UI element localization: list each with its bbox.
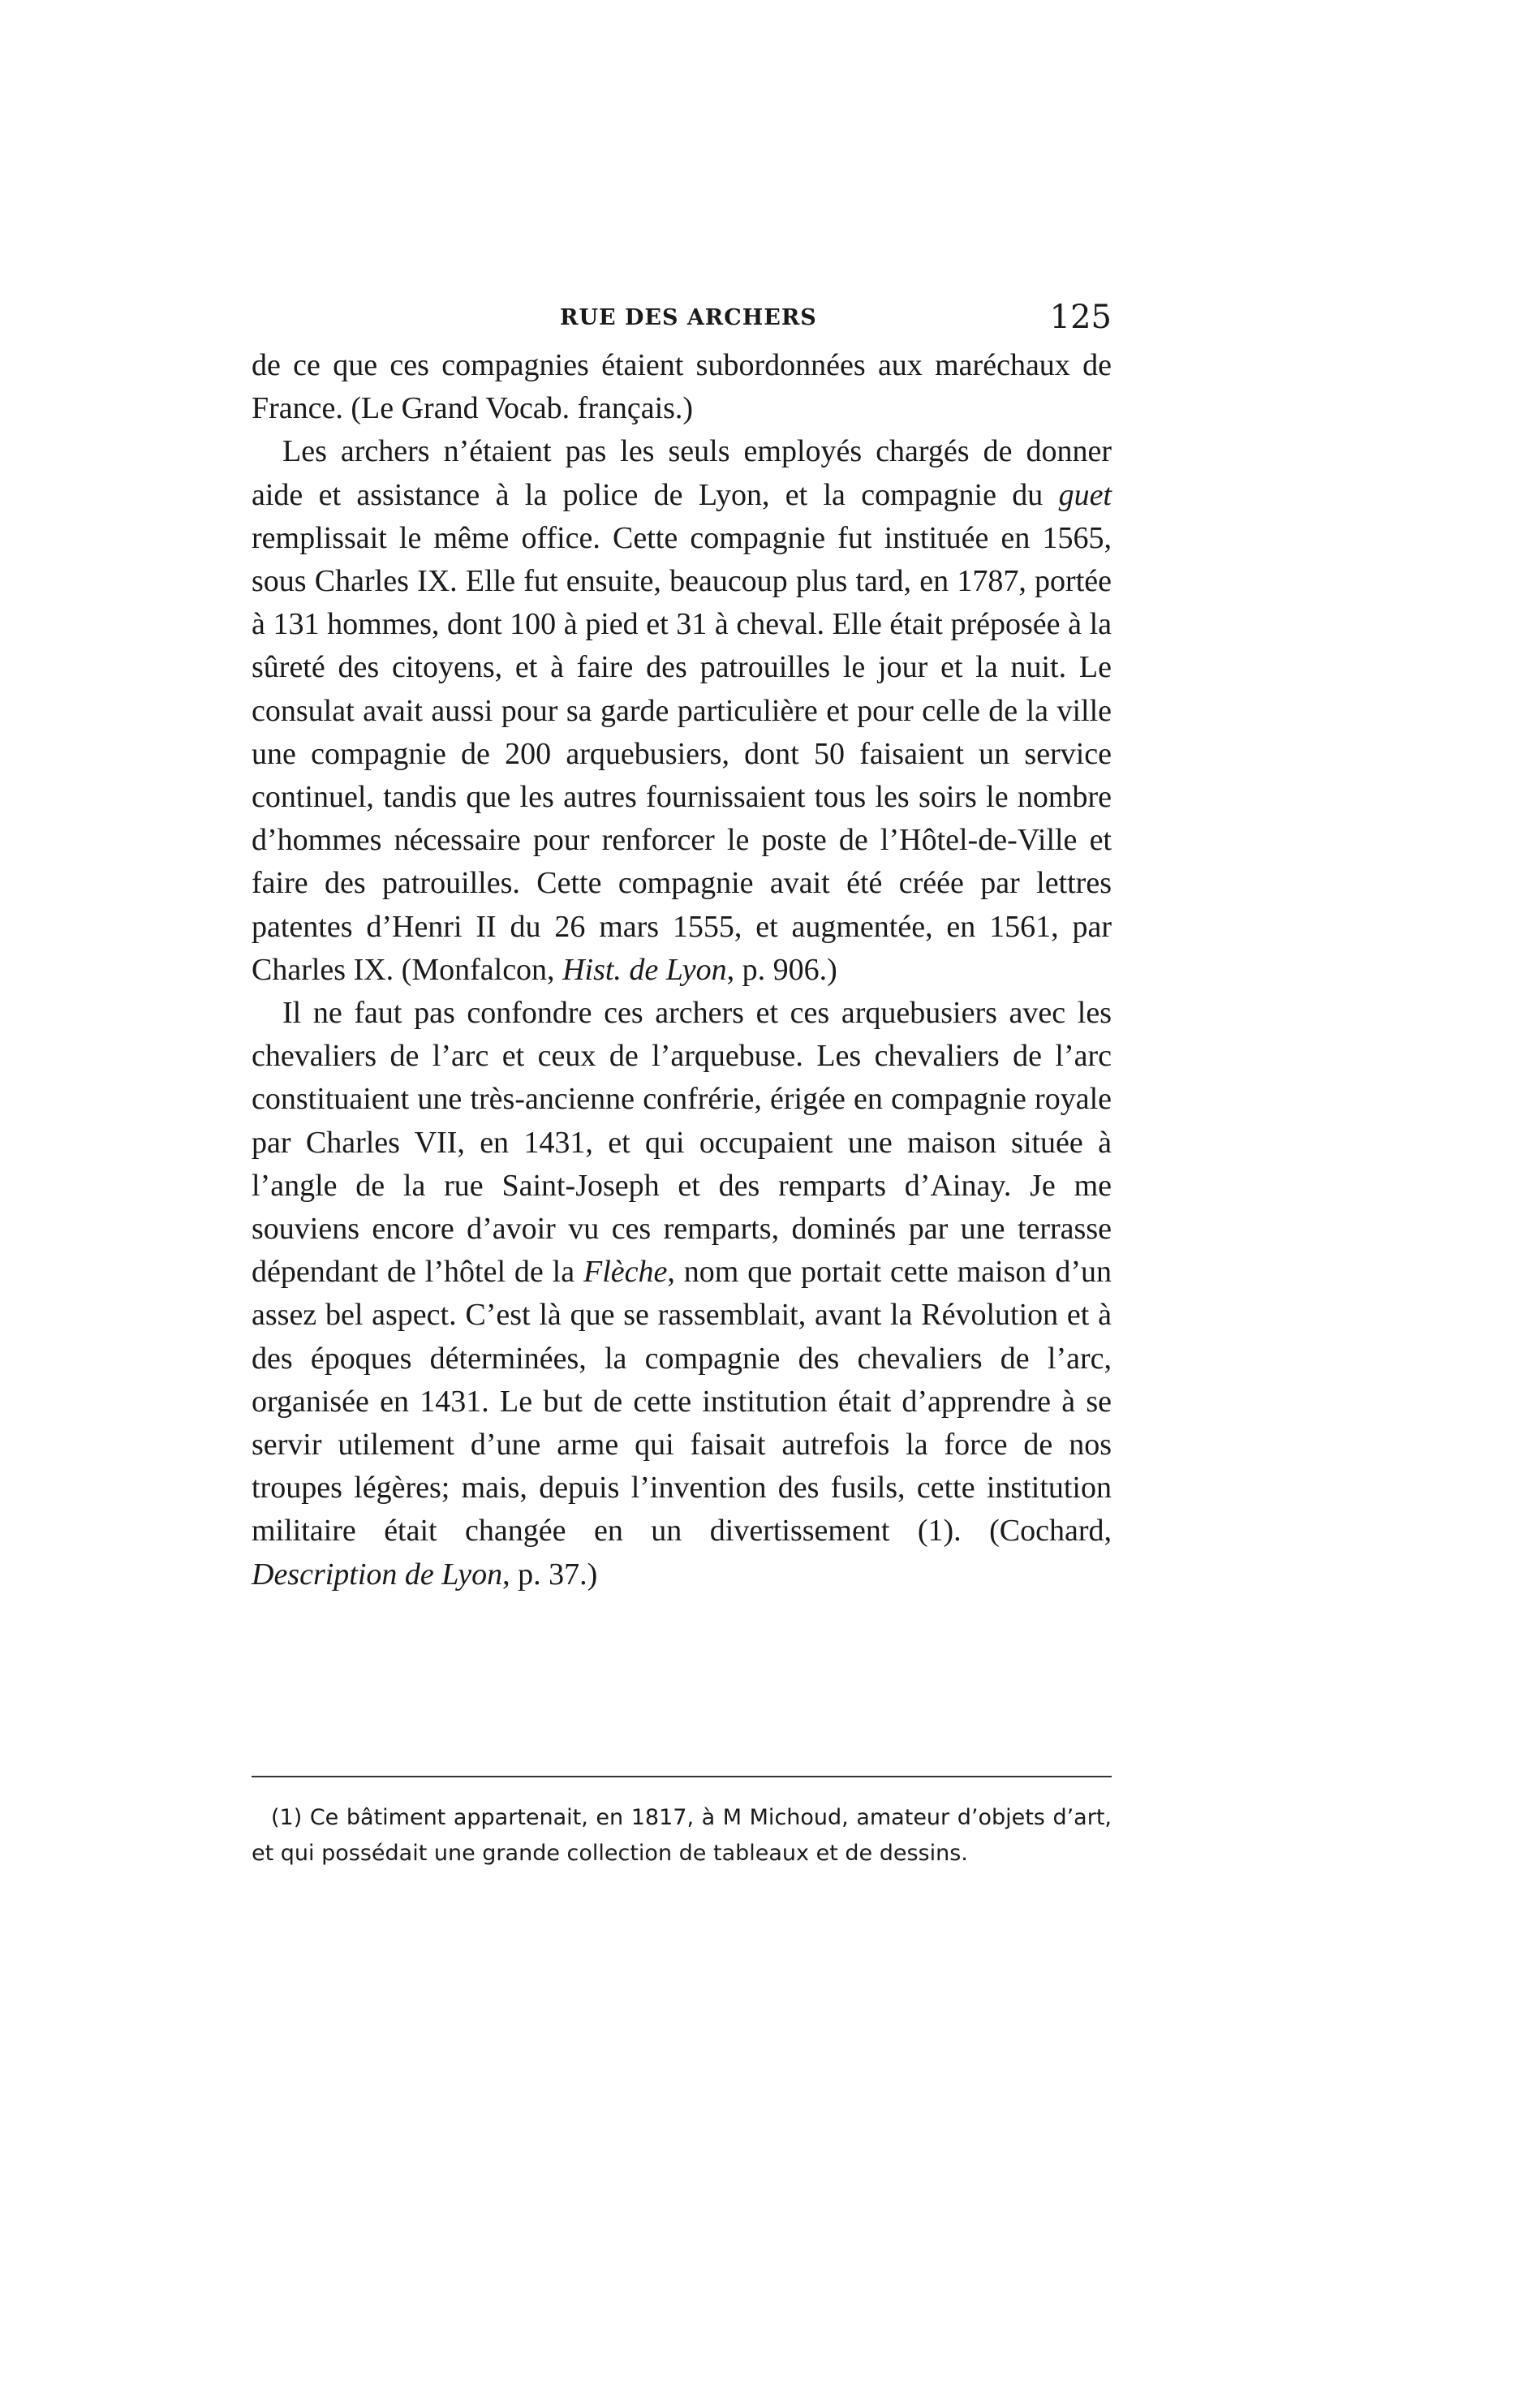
- paragraph-guet: [252, 430, 1112, 992]
- text-run: de ce que ces compagnies étaient subordonnées aux maréchaux de France. (Le Grand Vocab. français.): [252, 348, 1112, 426]
- italic-citation-title: Description de Lyon: [252, 1557, 503, 1592]
- paragraph-continuation: [252, 344, 1112, 430]
- italic-term-fleche: Flèche: [583, 1255, 668, 1290]
- italic-term-guet: guet: [1058, 477, 1112, 512]
- text-run: remplissait le même office. Cette compagnie fut instituée en 1565, sous Charles IX. Elle fut ensuite, beaucoup plus tard, en 1787, portée à 131 hommes, dont 100 à pied et 31 à cheval. Elle était préposée à la sûreté des citoyens, et à faire des patrouilles le jour et la nuit. Le consulat avait aussi pour sa garde particulière et pour celle de la ville une compagnie de 200 arquebusiers, dont 50 faisaient un service continuel, tandis que les autres fournissaient tous les soirs le nombre d’hommes nécessaire pour renforcer le poste de l’Hôtel-de-Ville et faire des patrouilles. Cette compagnie avait été créée par lettres patentes d’Henri II du 26 mars 1555, et augmentée, en 1561, par Charles IX. (Monfalcon,: [252, 520, 1112, 987]
- running-title: RUE DES ARCHERS: [560, 305, 817, 330]
- page-number: 125: [1049, 299, 1112, 336]
- footnote-rule: [252, 1776, 1112, 1777]
- body-text: [252, 344, 1112, 1596]
- footnotes: [252, 1800, 1112, 1872]
- text-run: , nom que portait cette maison d’un assez bel aspect. C’est là que se rassemblait, avant la Révolution et à des époques déterminées, la compagnie des chevaliers de l’arc, organisée en 1431. Le but de cette institution était d’apprendre à se servir utilement d’une arme qui faisait autrefois la force de nos troupes légères; mais, depuis l’invention des fusils, cette institution militaire était changée en un divertissement (1). (Cochard,: [252, 1255, 1112, 1549]
- paragraph-chevaliers: [252, 992, 1112, 1596]
- text-run: , p. 37.): [502, 1557, 598, 1592]
- text-run: , p. 906.): [726, 952, 837, 987]
- footnote: (1) Ce bâtiment appartenait, en 1817, à M Michoud, amateur d’objets d’art, et qui possédait une grande collection de tableaux et de dessins.: [252, 1805, 1112, 1866]
- text-run: Il ne faut pas confondre ces archers et ces arquebusiers avec les chevaliers de l’arc et ceux de l’arquebuse. Les chevaliers de l’arc constituaient une très-ancienne confrérie, érigée en compagnie royale par Charles VII, en 1431, et qui occupaient une maison située à l’angle de la rue Saint-Joseph et des remparts d’Ainay. Je me souviens encore d’avoir vu ces remparts, dominés par une terrasse dépendant de l’hôtel de la: [252, 996, 1112, 1290]
- running-head: [252, 299, 1112, 339]
- text-run: Les archers n’étaient pas les seuls employés chargés de donner aide et assistance à la police de Lyon, et la compagnie du: [252, 434, 1112, 512]
- italic-citation-title: Hist. de Lyon: [562, 952, 727, 987]
